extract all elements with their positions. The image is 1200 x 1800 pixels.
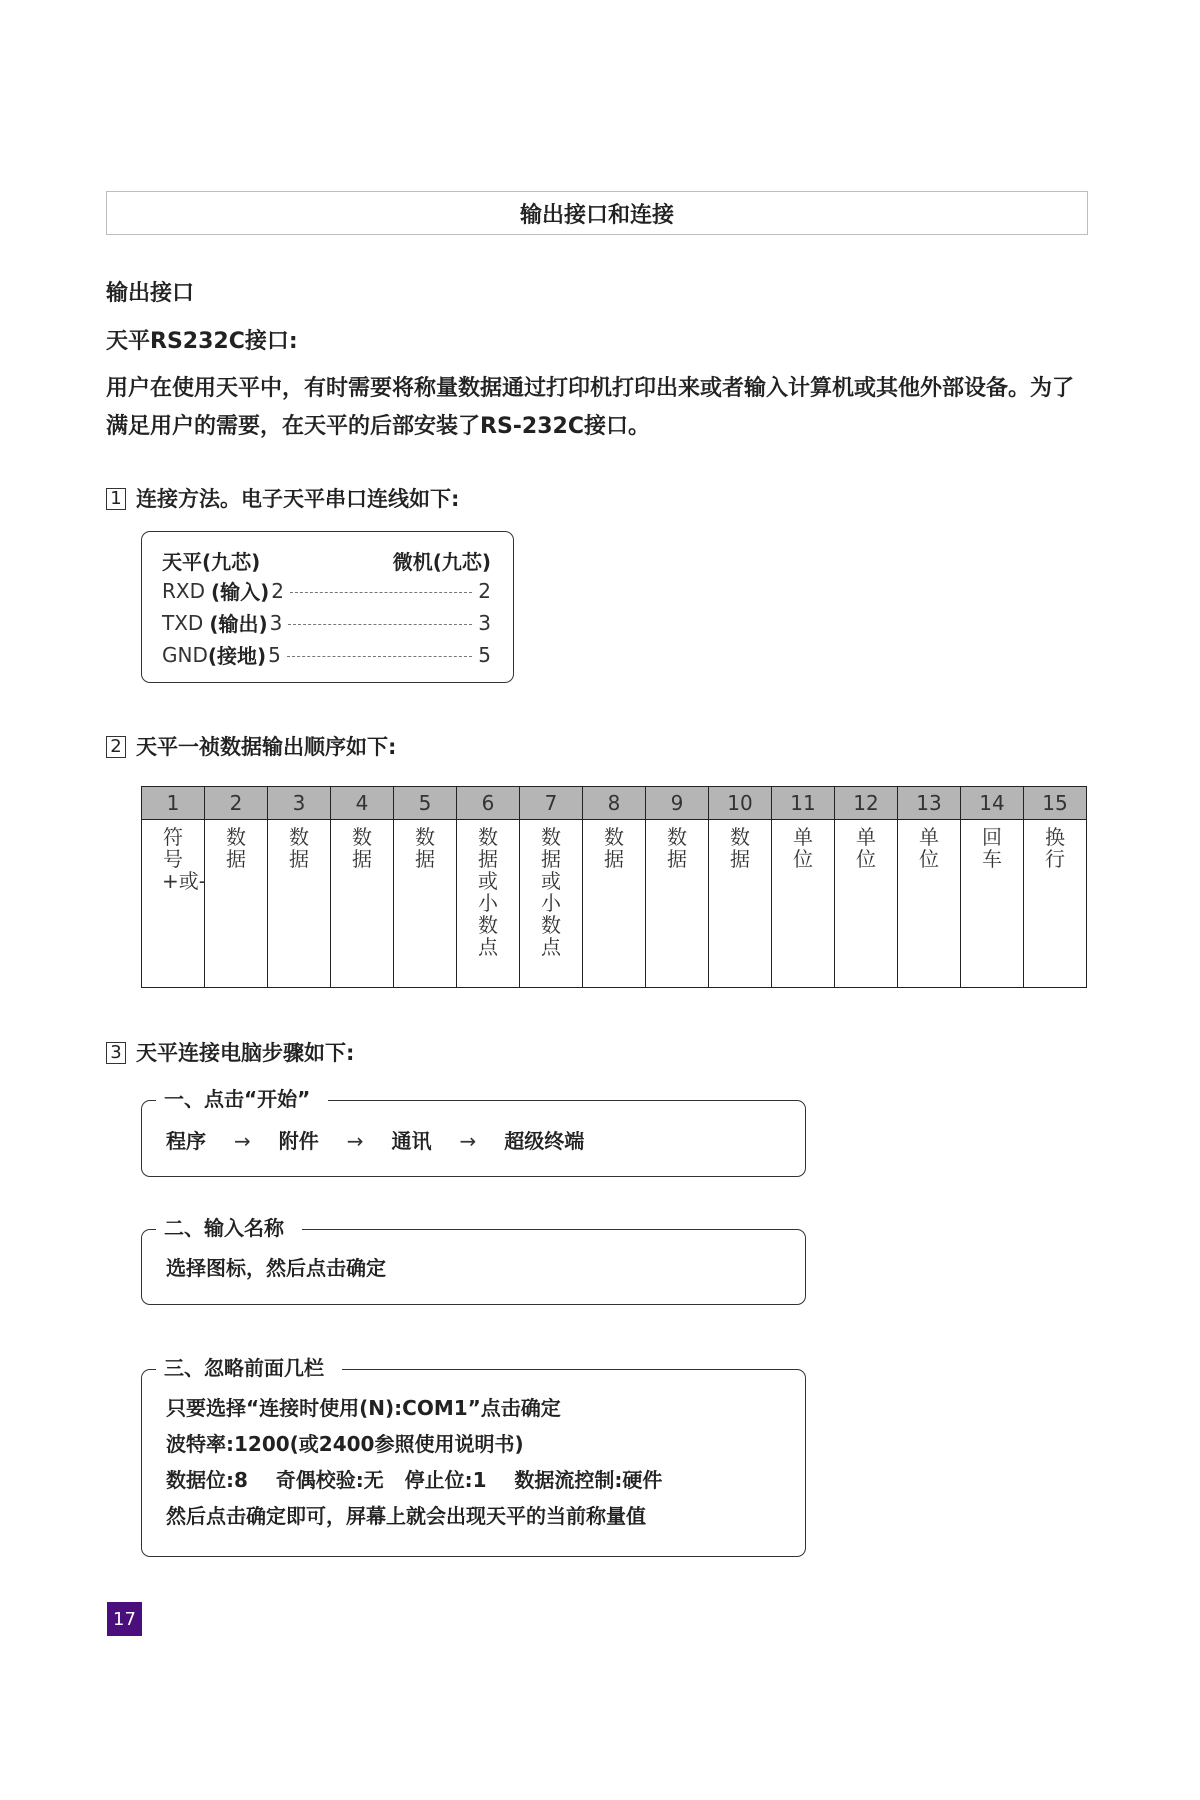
wiring-row — [162, 576, 491, 605]
right-pin: 5 — [478, 642, 491, 667]
wiring-left-header: 天平(九芯) — [162, 550, 261, 574]
cell-text: 数据 — [415, 825, 435, 871]
cell-text: 数据 — [667, 825, 687, 871]
signal-desc: (接地) — [207, 644, 267, 668]
table-row — [142, 820, 1087, 988]
signal-desc: (输出) — [209, 612, 268, 636]
wiring-row — [162, 640, 491, 669]
wiring-row — [162, 608, 491, 637]
cell-text: 单位 — [856, 825, 876, 871]
dashed-connector — [290, 592, 472, 593]
step-3-heading — [106, 1039, 354, 1067]
menu-path-item: 超级终端 — [504, 1129, 585, 1153]
column-header: 7 — [520, 787, 583, 820]
cell-text: 数据 — [352, 825, 372, 871]
table-cell — [520, 820, 583, 988]
procedure-line: 然后点击确定即可，屏幕上就会出现天平的当前称量值 — [166, 1504, 646, 1528]
procedure-box-settings — [141, 1356, 806, 1557]
menu-path-item: 程序 — [166, 1129, 206, 1153]
procedure-line: 选择图标，然后点击确定 — [166, 1256, 386, 1280]
column-header: 5 — [394, 787, 457, 820]
column-header: 13 — [898, 787, 961, 820]
table-header-row — [142, 787, 1087, 820]
table-cell — [772, 820, 835, 988]
column-header: 12 — [835, 787, 898, 820]
menu-path — [166, 1127, 584, 1155]
page-number: 17 — [113, 1608, 136, 1630]
wiring-right-header: 微机(九芯) — [392, 550, 491, 574]
cell-text: 回车 — [982, 825, 1002, 871]
table-cell — [583, 820, 646, 988]
table-cell — [331, 820, 394, 988]
step-number: 1 — [106, 488, 126, 510]
cell-text: 数据或小数点 — [541, 825, 561, 959]
step-number: 3 — [106, 1042, 126, 1064]
procedure-line: 数据位:8 奇偶校验:无 停止位:1 数据流控制:硬件 — [166, 1468, 663, 1492]
column-header: 15 — [1024, 787, 1087, 820]
column-header: 3 — [268, 787, 331, 820]
right-pin: 2 — [478, 578, 491, 603]
procedure-legend: 二、输入名称 — [156, 1214, 302, 1242]
procedure-legend: 三、忽略前面几栏 — [156, 1354, 342, 1382]
page-title: 输出接口和连接 — [519, 202, 674, 228]
page-number-badge — [107, 1602, 142, 1636]
table-cell — [457, 820, 520, 988]
step-1-heading — [106, 485, 459, 513]
cell-text: 单位 — [919, 825, 939, 871]
table-cell — [646, 820, 709, 988]
left-pin: 2 — [271, 578, 285, 603]
table-cell — [205, 820, 268, 988]
column-header: 9 — [646, 787, 709, 820]
arrow-right-icon: → — [234, 1129, 251, 1153]
signal-desc: (输入) — [211, 580, 270, 604]
cell-text: 数据 — [730, 825, 750, 871]
table-cell — [961, 820, 1024, 988]
cell-text: 数据 — [226, 825, 246, 871]
procedure-line: 只要选择“连接时使用(N):COM1”点击确定 — [166, 1396, 561, 1420]
cell-text: 单位 — [793, 825, 813, 871]
table-cell — [142, 820, 205, 988]
left-pin: 5 — [268, 642, 281, 667]
column-header: 1 — [142, 787, 205, 820]
dashed-connector — [287, 656, 472, 657]
cell-text: 数据 — [604, 825, 624, 871]
column-header: 11 — [772, 787, 835, 820]
column-header: 2 — [205, 787, 268, 820]
signal-name: RXD — [162, 578, 205, 603]
wiring-diagram — [141, 531, 514, 683]
right-pin: 3 — [478, 610, 491, 635]
table-cell — [394, 820, 457, 988]
intro-paragraph: 用户在使用天平中，有时需要将称量数据通过打印机打印出来或者输入计算机或其他外部设备。为了满足用户的需要，在天平的后部安装了RS-232C接口。 — [106, 376, 1075, 439]
page-title-box — [106, 191, 1088, 235]
table-cell — [898, 820, 961, 988]
step-title: 天平连接电脑步骤如下: — [136, 1041, 355, 1065]
dashed-connector — [288, 624, 472, 625]
table-cell — [268, 820, 331, 988]
data-sequence-table — [141, 786, 1087, 988]
procedure-box-name — [141, 1216, 806, 1305]
table-cell — [709, 820, 772, 988]
table-cell — [835, 820, 898, 988]
step-2-heading — [106, 733, 396, 761]
cell-text: 数据 — [289, 825, 309, 871]
step-title: 连接方法。电子天平串口连线如下: — [136, 487, 460, 511]
step-title: 天平一祯数据输出顺序如下: — [136, 735, 397, 759]
cell-text: 数据或小数点 — [478, 825, 498, 959]
section-heading: 输出接口 — [106, 281, 195, 306]
subheading: 天平RS232C接口: — [106, 329, 298, 354]
left-pin: 3 — [269, 610, 283, 635]
procedure-box-start — [141, 1087, 806, 1177]
procedure-line: 波特率:1200(或2400参照使用说明书) — [166, 1432, 524, 1456]
cell-text: 换行 — [1045, 825, 1065, 871]
arrow-right-icon: → — [459, 1129, 477, 1153]
column-header: 6 — [457, 787, 520, 820]
column-header: 8 — [583, 787, 646, 820]
signal-name: GND — [162, 642, 208, 667]
column-header: 4 — [331, 787, 394, 820]
cell-text: 符号+或- — [162, 825, 206, 893]
step-number: 2 — [106, 736, 126, 758]
column-header: 10 — [709, 787, 772, 820]
arrow-right-icon: → — [346, 1129, 364, 1153]
menu-path-item: 通讯 — [391, 1129, 432, 1153]
menu-path-item: 附件 — [278, 1129, 319, 1153]
procedure-legend: 一、点击“开始” — [156, 1085, 328, 1113]
signal-name: TXD — [162, 610, 204, 635]
column-header: 14 — [961, 787, 1024, 820]
table-cell — [1024, 820, 1087, 988]
